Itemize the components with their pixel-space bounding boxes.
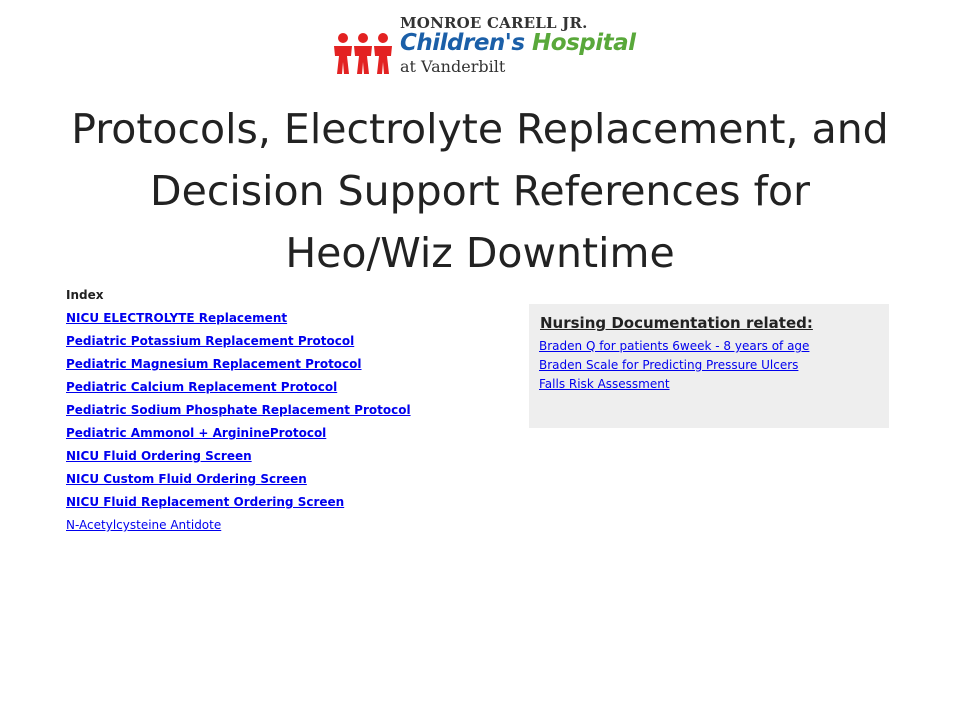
link-nicu-custom-fluid-ordering-screen[interactable]: NICU Custom Fluid Ordering Screen [66, 472, 307, 486]
page-title: Protocols, Electrolyte Replacement, and Decision Support References for Heo/Wiz Downtime [71, 105, 889, 277]
logo-line-3: at Vanderbilt [400, 57, 506, 76]
logo-childrens: Children's [400, 30, 525, 56]
link-pediatric-sodium-phosphate-protocol[interactable]: Pediatric Sodium Phosphate Replacement Protocol [66, 403, 411, 417]
index-label: Index [66, 288, 104, 302]
logo-hospital: Hospital [524, 30, 636, 56]
link-nicu-fluid-ordering-screen[interactable]: NICU Fluid Ordering Screen [66, 449, 252, 463]
link-braden-q[interactable]: Braden Q for patients 6week - 8 years of age [539, 339, 810, 353]
link-pediatric-calcium-protocol[interactable]: Pediatric Calcium Replacement Protocol [66, 380, 338, 394]
nursing-heading: Nursing Documentation related: [540, 314, 813, 332]
link-pediatric-potassium-protocol[interactable]: Pediatric Potassium Replacement Protocol [66, 334, 355, 348]
link-pediatric-ammonol-arginine-protocol[interactable]: Pediatric Ammonol + ArginineProtocol [66, 426, 327, 440]
hospital-logo [332, 10, 636, 76]
link-n-acetylcysteine-antidote[interactable]: N-Acetylcysteine Antidote [66, 518, 222, 532]
logo-line-1: MONROE CARELL JR. [400, 14, 588, 32]
children-figures-icon [332, 32, 394, 76]
link-braden-scale[interactable]: Braden Scale for Predicting Pressure Ulcers [539, 358, 799, 372]
link-falls-risk-assessment[interactable]: Falls Risk Assessment [539, 377, 670, 391]
link-nicu-electrolyte-replacement[interactable]: NICU ELECTROLYTE Replacement [66, 311, 288, 325]
nursing-documentation-panel [529, 304, 889, 428]
index-list [66, 287, 411, 540]
link-pediatric-magnesium-protocol[interactable]: Pediatric Magnesium Replacement Protocol [66, 357, 362, 371]
link-nicu-fluid-replacement-ordering-screen[interactable]: NICU Fluid Replacement Ordering Screen [66, 495, 345, 509]
logo-line-2 [400, 30, 636, 56]
